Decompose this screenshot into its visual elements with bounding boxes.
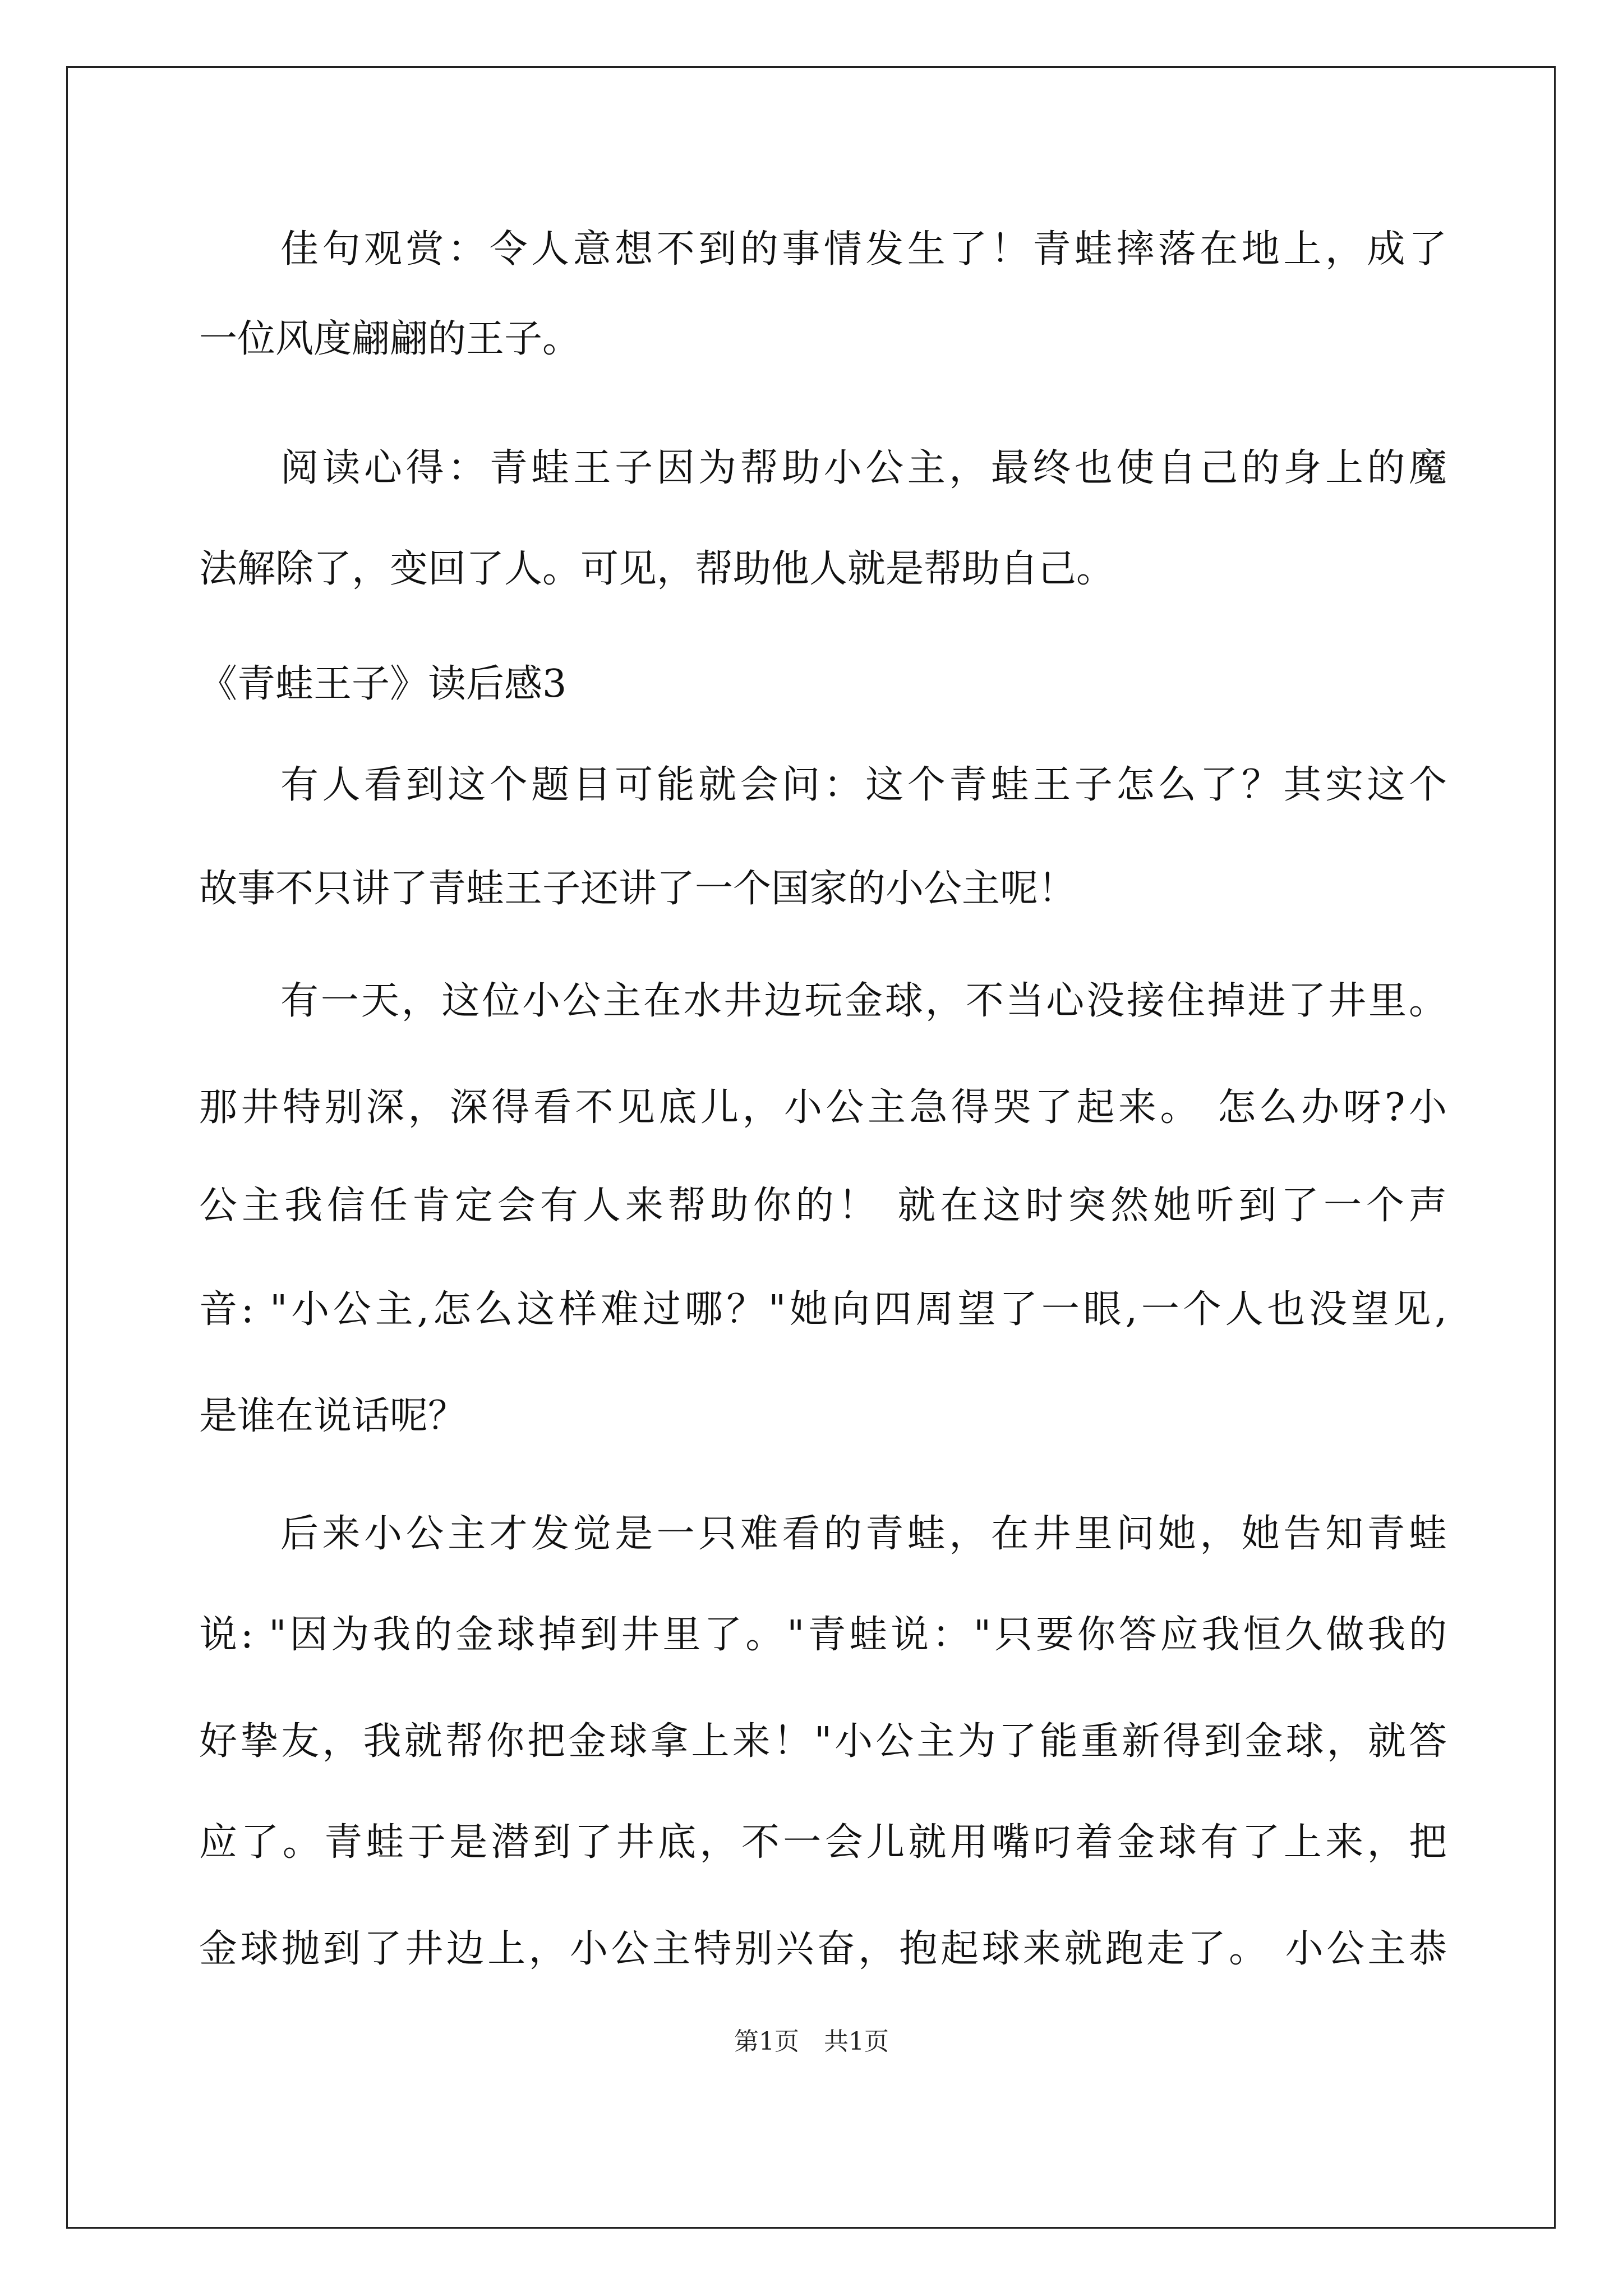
paragraph-line: 佳句观赏：令人意想不到的事情发生了！青蛙摔落在地上，成了 bbox=[280, 227, 1447, 272]
paragraph-line: 金球抛到了井边上，小公主特别兴奋，抱起球来就跑走了。 小公主恭 bbox=[199, 1927, 1447, 1971]
section-heading: 《青蛙王子》读后感3 bbox=[199, 662, 567, 706]
paragraph-line: 应了。青蛙于是潜到了井底，不一会儿就用嘴叼着金球有了上来，把 bbox=[199, 1820, 1447, 1865]
paragraph-line: 音: "小公主,怎么这样难过哪？"她向四周望了一眼,一个人也没望见, bbox=[199, 1287, 1447, 1332]
paragraph-line: 有一天，这位小公主在水井边玩金球，不当心没接住掉进了井里。 bbox=[280, 979, 1447, 1023]
page-footer: 第1页 共1页 bbox=[734, 2027, 889, 2056]
paragraph-line: 后来小公主才发觉是一只难看的青蛙，在井里问她，她告知青蛙 bbox=[280, 1512, 1447, 1556]
paragraph-line: 一位风度翩翩的王子。 bbox=[199, 317, 581, 361]
paragraph-line: 故事不只讲了青蛙王子还讲了一个国家的小公主呢！ bbox=[199, 867, 1077, 911]
page-border bbox=[66, 66, 1556, 2229]
paragraph-line: 说: "因为我的金球掉到井里了。"青蛙说："只要你答应我恒久做我的 bbox=[199, 1613, 1447, 1657]
paragraph-line: 公主我信任肯定会有人来帮助你的！ 就在这时突然她听到了一个声 bbox=[199, 1184, 1447, 1228]
paragraph-line: 法解除了，变回了人。可见，帮助他人就是帮助自己。 bbox=[199, 547, 1115, 591]
paragraph-line: 有人看到这个题目可能就会问：这个青蛙王子怎么了？其实这个 bbox=[280, 763, 1447, 807]
paragraph-line: 好挚友，我就帮你把金球拿上来！"小公主为了能重新得到金球，就答 bbox=[199, 1719, 1447, 1764]
paragraph-line: 阅读心得：青蛙王子因为帮助小公主，最终也使自己的身上的魔 bbox=[280, 446, 1447, 490]
paragraph-line: 是谁在说话呢？ bbox=[199, 1394, 467, 1438]
paragraph-line: 那井特别深，深得看不见底儿，小公主急得哭了起来。 怎么办呀?小 bbox=[199, 1085, 1447, 1130]
